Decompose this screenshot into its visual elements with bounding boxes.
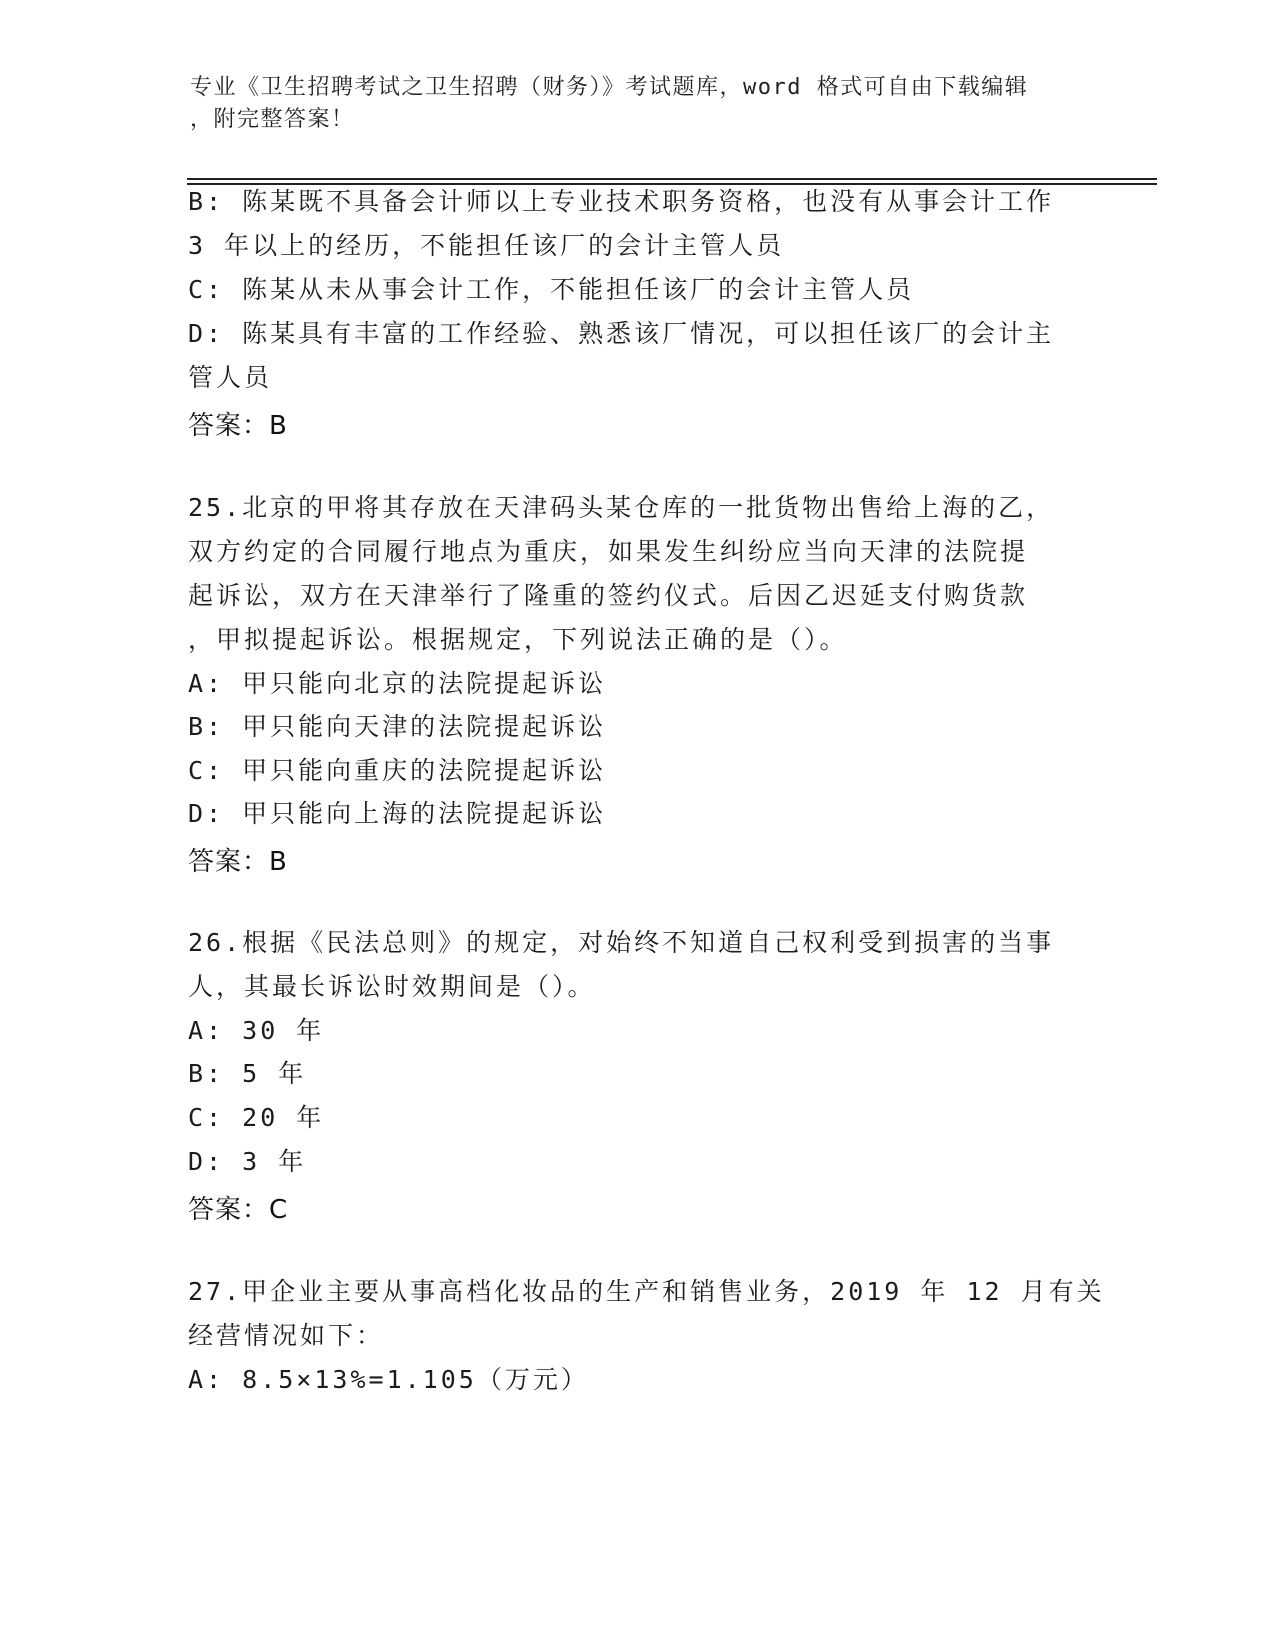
q26-stem-line-2: 人，其最长诉讼时效期间是（）。 — [188, 972, 596, 1001]
q25-answer: 答案：B — [188, 847, 288, 877]
q25-stem-line-1: 25.北京的甲将其存放在天津码头某仓库的一批货物出售给上海的乙， — [188, 493, 1055, 522]
q26-answer: 答案：C — [188, 1195, 289, 1225]
header-line-1: 专业《卫生招聘考试之卫生招聘（财务）》考试题库，word 格式可自由下载编辑 — [190, 75, 1029, 100]
q25-stem-line-4: ，甲拟提起诉讼。根据规定，下列说法正确的是（）。 — [188, 625, 848, 654]
q25-stem-line-3: 起诉讼，双方在天津举行了隆重的签约仪式。后因乙迟延支付购货款 — [188, 581, 1029, 610]
q25-option-c: C: 甲只能向重庆的法院提起诉讼 — [188, 756, 607, 785]
q25-stem-line-2: 双方约定的合同履行地点为重庆，如果发生纠纷应当向天津的法院提 — [188, 537, 1029, 566]
header-divider-bottom — [187, 183, 1157, 185]
q24-option-d-line-2: 管人员 — [188, 363, 273, 392]
q25-option-d: D: 甲只能向上海的法院提起诉讼 — [188, 799, 607, 828]
header-line-2: ，附完整答案！ — [190, 107, 355, 132]
q24-answer: 答案：B — [188, 411, 288, 441]
q24-option-b-line-2: 3 年以上的经历，不能担任该厂的会计主管人员 — [188, 231, 785, 260]
q24-option-b-line-1: B: 陈某既不具备会计师以上专业技术职务资格，也没有从事会计工作 — [188, 187, 1055, 216]
page-header — [190, 72, 1080, 136]
header-divider-top — [187, 178, 1157, 180]
q26-option-b: B: 5 年 — [188, 1059, 307, 1088]
q26-stem-line-1: 26.根据《民法总则》的规定，对始终不知道自己权利受到损害的当事 — [188, 928, 1055, 957]
q27-stem-line-1: 27.甲企业主要从事高档化妆品的生产和销售业务，2019 年 12 月有关 — [188, 1277, 1105, 1306]
q25-option-a: A: 甲只能向北京的法院提起诉讼 — [188, 669, 607, 698]
q24-option-c: C: 陈某从未从事会计工作，不能担任该厂的会计主管人员 — [188, 275, 915, 304]
q26-option-c: C: 20 年 — [188, 1103, 325, 1132]
q26-option-d: D: 3 年 — [188, 1147, 307, 1176]
q26-option-a: A: 30 年 — [188, 1016, 325, 1045]
q27-stem-line-2: 经营情况如下： — [188, 1321, 385, 1350]
q25-option-b: B: 甲只能向天津的法院提起诉讼 — [188, 712, 607, 741]
q24-option-d-line-1: D: 陈某具有丰富的工作经验、熟悉该厂情况，可以担任该厂的会计主 — [188, 319, 1055, 348]
q27-option-a: A: 8.5×13%=1.105（万元） — [188, 1365, 589, 1394]
